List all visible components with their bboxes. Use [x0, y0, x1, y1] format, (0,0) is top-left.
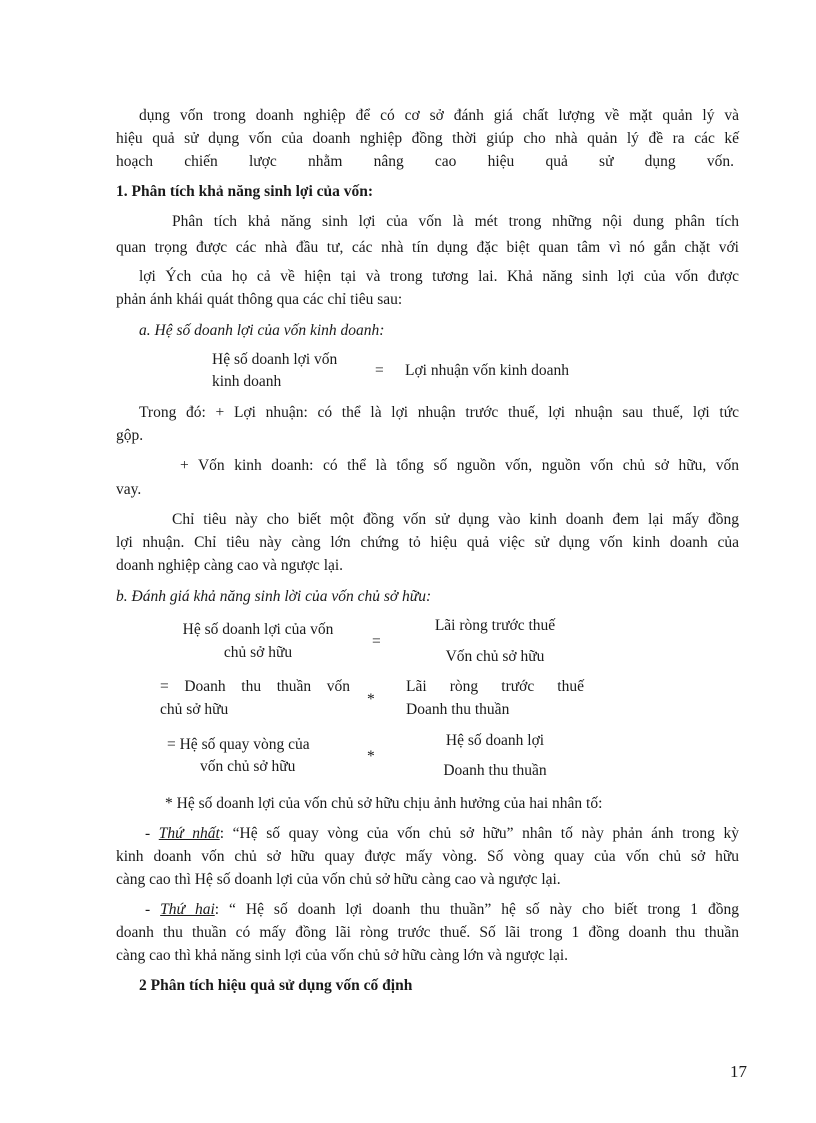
formula-b1-left-1: Hệ số doanh lợi của vốn [182, 621, 334, 638]
section-1-para-1-line-2: quan trọng được các nhà đầu tư, các nhà tín dụng đặc biệt quan tâm vì nó gắn chặt với [116, 239, 739, 256]
intro-line-2: hiệu quả sử dụng vốn của doanh nghiệp đồng thời giúp cho nhà quản lý đề ra các kế [116, 130, 739, 147]
where-line-2: gộp. [116, 427, 144, 444]
first-factor-label: Thứ nhất [158, 825, 220, 842]
second-factor-line-1 [145, 898, 739, 921]
second-factor-label: Thứ hai [160, 901, 215, 918]
intro-line-1: dụng vốn trong doanh nghiệp để có cơ sở đánh giá chất lượng về mặt quản lý và [139, 107, 739, 124]
section-1-para-1-line-1: Phân tích khả năng sinh lợi của vốn là mét trong những nội dung phân tích [172, 213, 739, 230]
sub-b-heading: b. Đánh giá khả năng sinh lời của vốn chủ sở hữu: [116, 588, 432, 605]
formula-b2-right-2: Doanh thu thuần [406, 701, 510, 718]
section-2-heading: 2 Phân tích hiệu quả sử dụng vốn cố định [139, 977, 413, 994]
first-factor-line-1 [145, 822, 739, 845]
second-factor-line-3: càng cao thì khả năng sinh lợi của vốn chủ sở hữu càng lớn và ngược lại. [116, 947, 569, 964]
formula-b3-left-2: vốn chủ sở hữu [200, 758, 296, 775]
section-1-para-2-line-1: lợi Ých của họ cả về hiện tại và trong tương lai. Khả năng sinh lợi của vốn được [139, 268, 739, 285]
meaning-line-3: doanh nghiệp càng cao và ngược lại. [116, 557, 344, 574]
factors-note: * Hệ số doanh lợi của vốn chủ sở hữu chịu ảnh hưởng của hai nhân tố: [165, 795, 603, 812]
intro-line-3: hoạch chiến lược nhằm nâng cao hiệu quả sử dụng vốn. [116, 153, 734, 170]
formula-b1-denominator: Vốn chủ sở hữu [445, 648, 545, 665]
formula-b3-multiply: * [367, 748, 375, 765]
formula-a-left-2: kinh doanh [212, 373, 282, 390]
formula-a-left-1: Hệ số doanh lợi vốn [212, 351, 338, 368]
second-factor-text: : “ Hệ số doanh lợi doanh thu thuần” hệ số này cho biết trong 1 đồng [214, 901, 739, 918]
sub-a-heading: a. Hệ số doanh lợi của vốn kinh doanh: [139, 322, 385, 339]
formula-b3-denominator: Doanh thu thuần [443, 762, 547, 779]
second-factor-dash: - [145, 901, 161, 918]
formula-b2-left-1: = Doanh thu thuần vốn [160, 678, 350, 695]
formula-a-right: Lợi nhuận vốn kinh doanh [405, 362, 570, 379]
formula-a-equals: = [375, 362, 384, 379]
formula-b2-multiply: * [367, 691, 375, 708]
formula-b2-left-2: chủ sở hữu [160, 701, 229, 718]
meaning-line-1: Chỉ tiêu này cho biết một đồng vốn sử dụng vào kinh doanh đem lại mấy đồng [172, 511, 739, 528]
first-factor-line-2: kinh doanh vốn chủ sở hữu quay được mấy vòng. Số vòng quay của vốn chủ sở hữu [116, 848, 739, 865]
formula-b1-numerator: Lãi ròng trước thuế [434, 617, 556, 634]
where-line-1: Trong đó: + Lợi nhuận: có thể là lợi nhuận trước thuế, lợi nhuận sau thuế, lợi tức [139, 404, 739, 421]
formula-b1-equals: = [372, 633, 381, 650]
first-factor-line-3: càng cao thì Hệ số doanh lợi của vốn chủ sở hữu càng cao và ngược lại. [116, 871, 561, 888]
formula-b3-left-1: = Hệ số quay vòng của [167, 736, 310, 753]
page-number: 17 [730, 1062, 747, 1081]
first-factor-dash: - [145, 825, 159, 842]
formula-b3-numerator: Hệ số doanh lợi [445, 732, 545, 749]
capital-line-1: + Vốn kinh doanh: có thể là tổng số nguồn vốn, nguồn vốn chủ sở hữu, vốn [180, 457, 739, 474]
formula-b1-left-2: chủ sở hữu [223, 644, 293, 661]
capital-line-2: vay. [116, 481, 142, 498]
section-1-heading: 1. Phân tích khả năng sinh lợi của vốn: [116, 183, 374, 200]
section-1-para-2-line-2: phản ánh khái quát thông qua các chỉ tiêu sau: [116, 291, 403, 308]
second-factor-line-2: doanh thu thuần có mấy đồng lãi ròng trước thuế. Số lãi trong 1 đồng doanh thu thuần [116, 924, 739, 941]
first-factor-text: : “Hệ số quay vòng của vốn chủ sở hữu” nhân tố này phản ánh trong kỳ [219, 825, 739, 842]
meaning-line-2: lợi nhuận. Chỉ tiêu này càng lớn chứng tỏ hiệu quả việc sử dụng vốn kinh doanh của [116, 534, 739, 551]
formula-b2-right-1: Lãi ròng trước thuế [406, 678, 584, 695]
